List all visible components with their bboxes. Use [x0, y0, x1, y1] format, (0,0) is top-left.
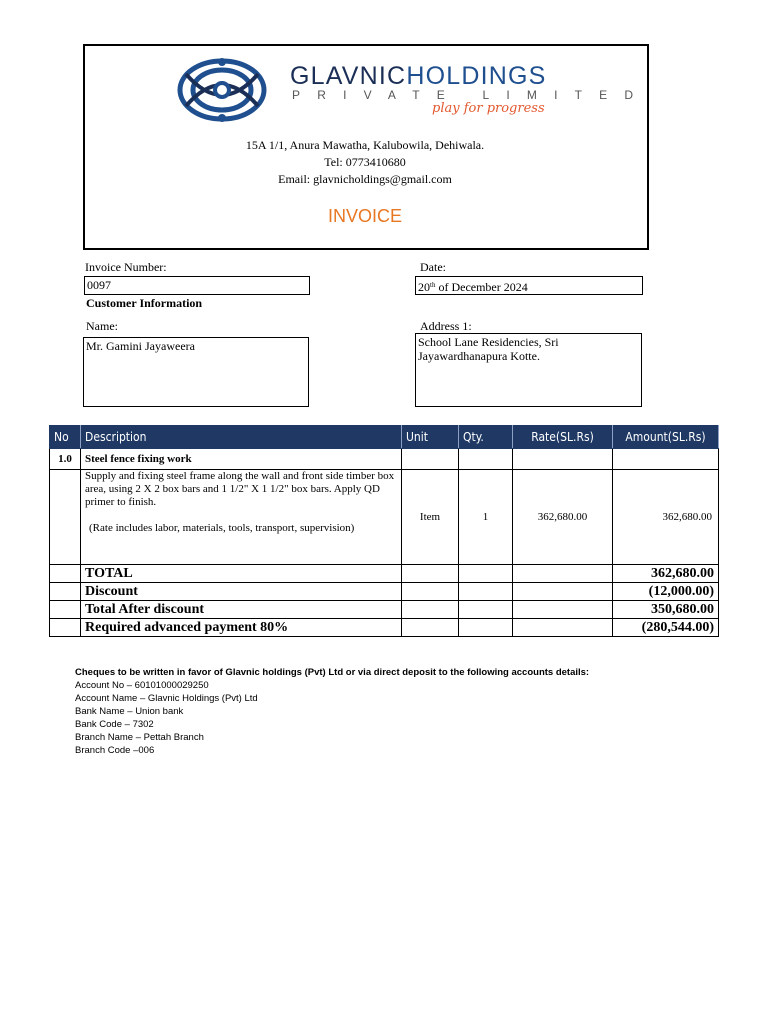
items-table [49, 425, 719, 637]
summary-value: (280,544.00) [613, 619, 719, 637]
bank-branch-name: Branch Name – Pettah Branch [75, 732, 204, 743]
bank-account-no: Account No – 60101000029250 [75, 680, 209, 691]
date-field [415, 276, 643, 295]
invoice-title: INVOICE [327, 206, 402, 226]
summary-label: Discount [81, 583, 402, 601]
invoice-number-value: 0097 [87, 278, 111, 292]
table-row [50, 470, 719, 565]
header-unit: Unit [402, 426, 459, 449]
item-rate: 362,680.00 [513, 470, 613, 565]
company-address: 15A 1/1, Anura Mawatha, Kalubowila, Dehiwala. [245, 138, 485, 152]
table-header-row [50, 426, 719, 449]
summary-row-discount [50, 583, 719, 601]
summary-label: TOTAL [81, 565, 402, 583]
company-tel: Tel: 0773410680 [324, 155, 406, 169]
category-title: Steel fence fixing work [81, 449, 402, 470]
item-amount: 362,680.00 [613, 470, 719, 565]
item-note: (Rate includes labor, materials, tools, transport, supervision) [89, 522, 355, 534]
summary-value: (12,000.00) [613, 583, 719, 601]
company-subtitle: PRIVATE LIMITED [292, 88, 651, 102]
invoice-number-label: Invoice Number: [85, 260, 167, 274]
summary-row-after-discount [50, 601, 719, 619]
company-name [290, 62, 547, 90]
bank-branch-code: Branch Code –006 [75, 745, 155, 756]
item-description-cell [81, 470, 402, 565]
company-name-part1: GLAVNIC [290, 62, 407, 90]
header-no: No [50, 426, 81, 449]
header-description: Description [81, 426, 402, 449]
summary-value: 350,680.00 [613, 601, 719, 619]
category-no: 1.0 [50, 449, 81, 470]
company-email: Email: glavnicholdings@gmail.com [278, 172, 452, 186]
item-description: Supply and fixing steel frame along the wall and front side timber box area, using 2 X 2 box bars and 1 1/2" X 1 1/2" box bars. Apply QD primer to finish. [85, 470, 395, 508]
date-day: 20 [418, 280, 430, 294]
item-qty: 1 [459, 470, 513, 565]
invoice-number-field [84, 276, 310, 295]
customer-name-label: Name: [86, 319, 118, 333]
bank-details-heading: Cheques to be written in favor of Glavnic holdings (Pvt) Ltd or via direct deposit to the following accounts details: [75, 667, 590, 678]
header-amount: Amount(SL.Rs) [613, 426, 719, 449]
customer-address-value: School Lane Residencies, Sri Jayawardhanapura Kotte. [418, 335, 559, 363]
company-logo-icon [176, 56, 268, 124]
bank-code: Bank Code – 7302 [75, 719, 154, 730]
summary-row-total [50, 565, 719, 583]
category-row [50, 449, 719, 470]
summary-value: 362,680.00 [613, 565, 719, 583]
header-qty: Qty. [459, 426, 513, 449]
date-label: Date: [420, 260, 446, 274]
customer-address-field [415, 333, 642, 407]
summary-row-advance [50, 619, 719, 637]
summary-label: Total After discount [81, 601, 402, 619]
company-tagline: play for progress [432, 101, 545, 116]
header-rate: Rate(SL.Rs) [513, 426, 613, 449]
bank-details [75, 666, 589, 757]
bank-name: Bank Name – Union bank [75, 706, 184, 717]
date-rest: of December 2024 [435, 280, 528, 294]
date-suffix: th [430, 281, 436, 289]
customer-name-field [83, 337, 309, 407]
bank-account-name: Account Name – Glavnic Holdings (Pvt) Ltd [75, 693, 258, 704]
company-name-part2: HOLDINGS [406, 62, 547, 90]
summary-label: Required advanced payment 80% [81, 619, 402, 637]
customer-address-label: Address 1: [420, 319, 472, 333]
item-unit: Item [402, 470, 459, 565]
customer-name-value: Mr. Gamini Jayaweera [86, 339, 195, 353]
customer-info-heading: Customer Information [86, 296, 203, 310]
